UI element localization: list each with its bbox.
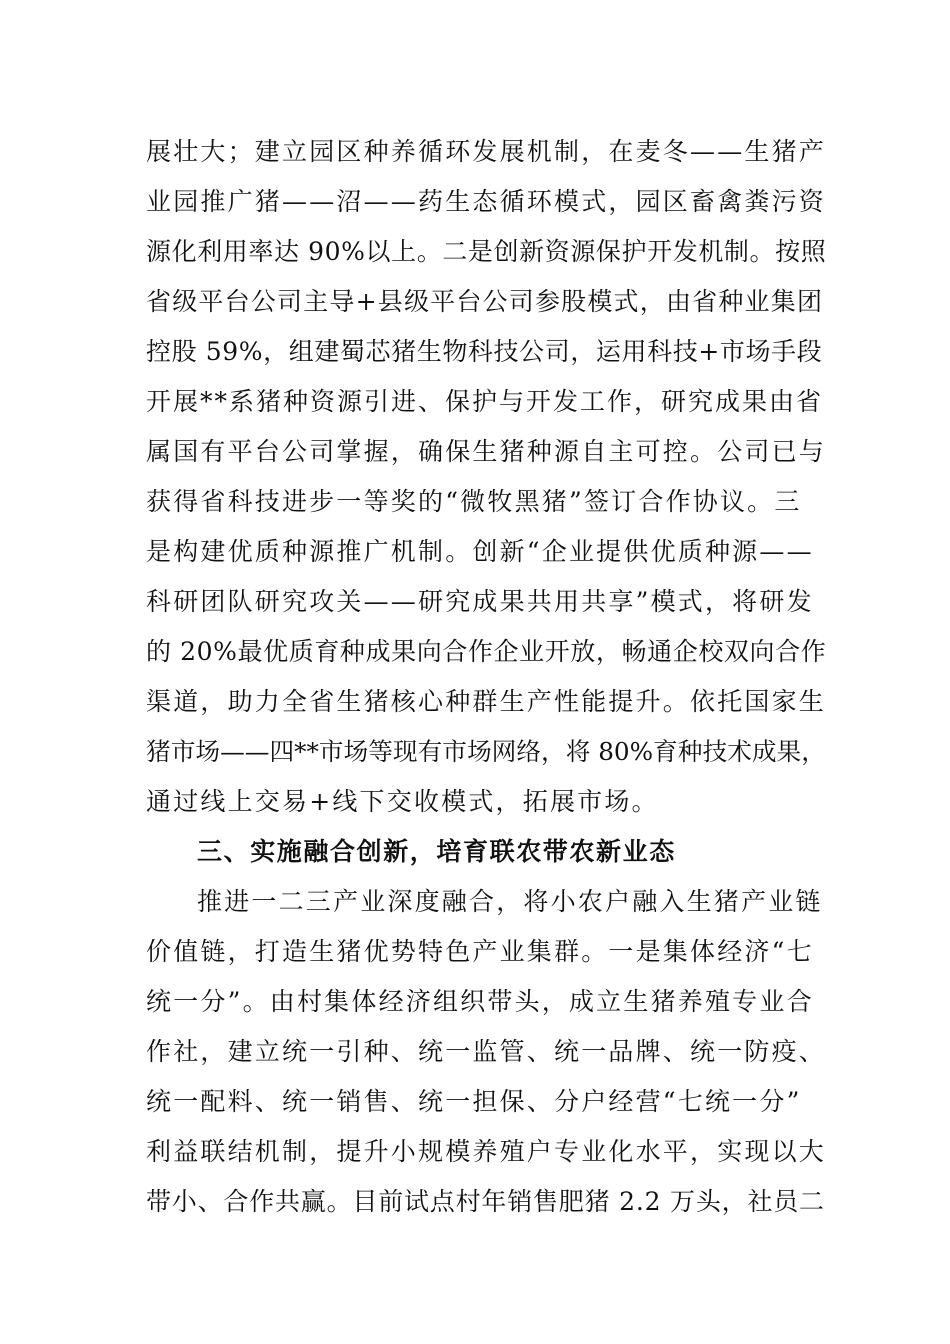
section-heading: 三、实施融合创新，培育联农带农新业态 bbox=[197, 837, 676, 866]
paragraph-line: 获得省科技进步一等奖的“微牧黑猪”签订合作协议。三 bbox=[146, 487, 802, 516]
paragraph-line: 的 20%最优质育种成果向合作企业开放，畅通企校双向合作 bbox=[146, 637, 827, 666]
paragraph-line: 价值链，打造生猪优势特色产业集群。一是集体经济“七 bbox=[146, 937, 814, 966]
paragraph-line: 推进一二三产业深度融合，将小农户融入生猪产业链 bbox=[197, 887, 823, 916]
paragraph-line: 通过线上交易+线下交收模式，拓展市场。 bbox=[146, 787, 659, 816]
paragraph-line: 渠道，助力全省生猪核心种群生产性能提升。依托国家生 bbox=[146, 687, 827, 716]
paragraph-line: 科研团队研究攻关——研究成果共用共享”模式，将研发 bbox=[146, 587, 814, 616]
paragraph-line: 是构建优质种源推广机制。创新“企业提供优质种源—— bbox=[146, 537, 814, 566]
paragraph-line: 省级平台公司主导+县级平台公司参股模式，由省种业集团 bbox=[146, 287, 824, 316]
paragraph-line: 源化利用率达 90%以上。二是创新资源保护开发机制。按照 bbox=[146, 237, 827, 266]
paragraph-line: 属国有平台公司掌握，确保生猪种源自主可控。公司已与 bbox=[146, 437, 827, 466]
paragraph-line: 猪市场——四**市场等现有市场网络，将 80%育种技术成果， bbox=[146, 737, 826, 766]
paragraph-line: 控股 59%，组建蜀芯猪生物科技公司，运用科技+市场手段 bbox=[146, 337, 823, 366]
paragraph-line: 展壮大；建立园区种养循环发展机制，在麦冬——生猪产 bbox=[146, 137, 827, 166]
paragraph-line: 统一配料、统一销售、统一担保、分户经营“七统一分” bbox=[146, 1087, 802, 1116]
paragraph-line: 带小、合作共赢。目前试点村年销售肥猪 2.2 万头，社员二 bbox=[146, 1187, 825, 1216]
paragraph-line: 业园推广猪——沼——药生态循环模式，园区畜禽粪污资 bbox=[146, 187, 827, 216]
paragraph-line: 统一分”。由村集体经济组织带头，成立生猪养殖专业合 bbox=[146, 987, 814, 1016]
paragraph-line: 利益联结机制，提升小规模养殖户专业化水平，实现以大 bbox=[146, 1137, 827, 1166]
paragraph-line: 开展**系猪种资源引进、保护与开发工作，研究成果由省 bbox=[146, 387, 824, 416]
paragraph-line: 作社，建立统一引种、统一监管、统一品牌、统一防疫、 bbox=[146, 1037, 827, 1066]
